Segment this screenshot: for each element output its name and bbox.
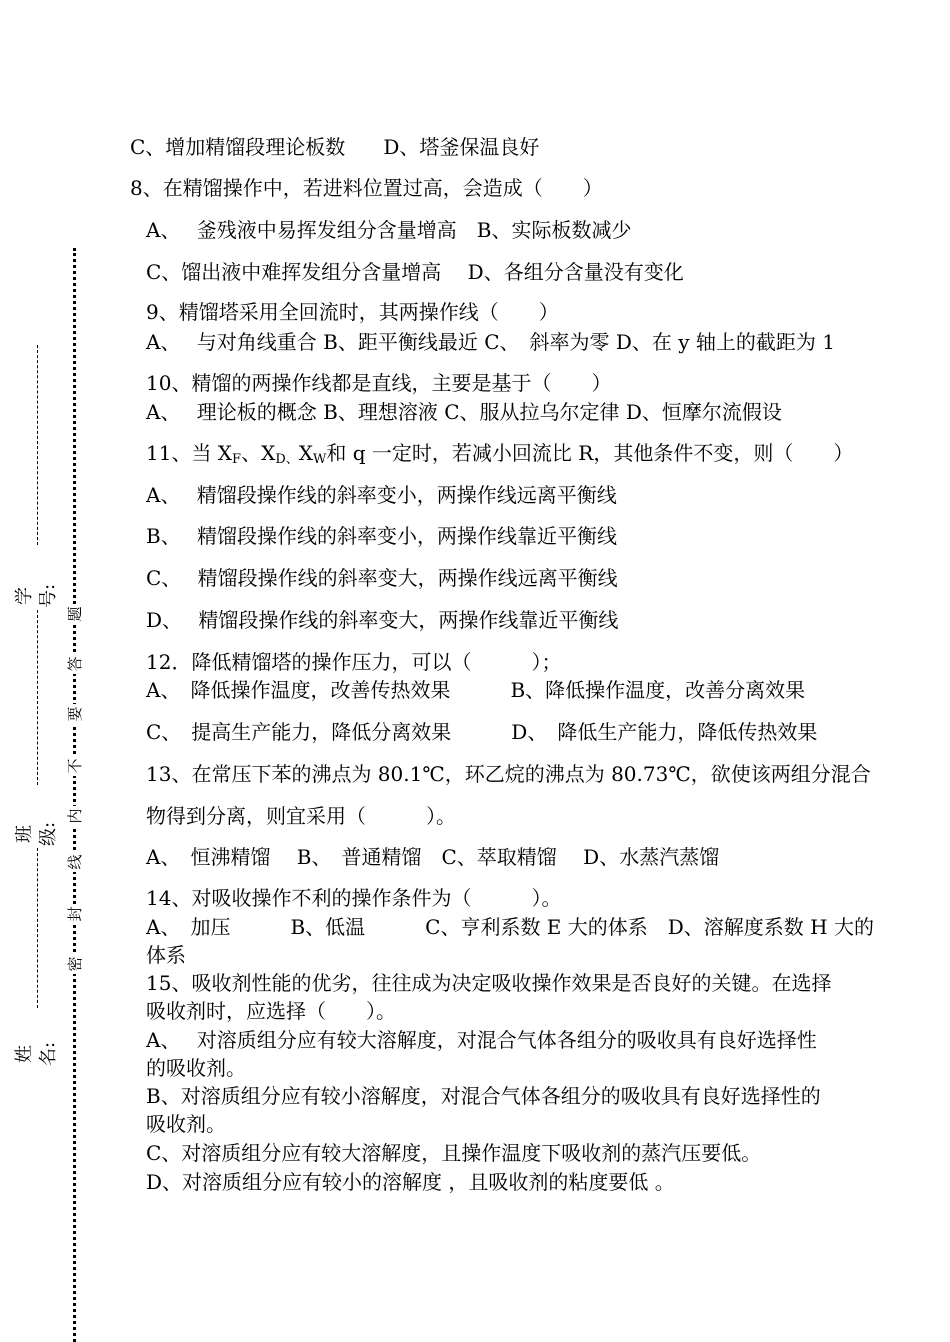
question-8-options-ab: A、 釜残液中易挥发组分含量增高 B、实际板数减少 bbox=[146, 218, 632, 242]
question-8: 8、在精馏操作中，若进料位置过高，会造成（ ） bbox=[130, 176, 603, 200]
question-12: 12．降低精馏塔的操作压力，可以（ ）； bbox=[146, 650, 562, 674]
binding-dotted-line bbox=[73, 248, 76, 1342]
seal-char: 密 bbox=[63, 954, 87, 974]
question-8-options-cd: C、馏出液中难挥发组分含量增高 D、各组分含量没有变化 bbox=[146, 260, 684, 284]
option-line bbox=[130, 135, 539, 159]
question-12-options-cd: C、 提高生产能力，降低分离效果 D、 降低生产能力，降低传热效果 bbox=[146, 720, 818, 744]
seal-char: 要 bbox=[63, 704, 87, 724]
question-11-option-a: A、 精馏段操作线的斜率变小，两操作线远离平衡线 bbox=[146, 483, 617, 507]
question-14: 14、对吸收操作不利的操作条件为（ ）。 bbox=[146, 886, 562, 910]
student-id-label: 学号: bbox=[14, 583, 59, 608]
option-c: C、增加精馏段理论板数 bbox=[130, 135, 346, 159]
question-15-cont: 吸收剂时，应选择（ ）。 bbox=[146, 999, 396, 1023]
question-14-cont: 体系 bbox=[146, 943, 186, 967]
question-11-option-c: C、 精馏段操作线的斜率变大，两操作线远离平衡线 bbox=[146, 566, 618, 590]
question-10: 10、精馏的两操作线都是直线，主要是基于（ ） bbox=[146, 371, 612, 395]
class-label: 班级: bbox=[14, 821, 59, 846]
question-15: 15、吸收剂性能的优劣，往往成为决定吸收操作效果是否良好的关键。在选择 bbox=[146, 971, 832, 995]
question-13-options: A、 恒沸精馏 B、 普通精馏 C、萃取精馏 D、水蒸汽蒸馏 bbox=[146, 845, 720, 869]
question-13-cont: 物得到分离，则宜采用（ ）。 bbox=[146, 804, 456, 828]
question-11-option-d: D、 精馏段操作线的斜率变大，两操作线靠近平衡线 bbox=[146, 608, 619, 632]
seal-char: 不 bbox=[63, 756, 87, 776]
question-11: 11、当 $X_F$、$X_{D、}X_W$和 q 一定时，若减小回流比 R，其他条件不变，则（ ） bbox=[146, 441, 854, 467]
question-9: 9、精馏塔采用全回流时，其两操作线（ ） bbox=[146, 300, 559, 324]
name-label: 姓名: bbox=[14, 1041, 59, 1066]
seal-char: 封 bbox=[63, 904, 87, 924]
question-11-option-b: B、 精馏段操作线的斜率变小，两操作线靠近平衡线 bbox=[146, 524, 618, 548]
question-15-option-b-cont: 吸收剂。 bbox=[146, 1112, 226, 1136]
seal-char: 线 bbox=[63, 852, 87, 872]
class-field-line bbox=[37, 610, 38, 785]
option-d: D、塔釜保温良好 bbox=[383, 135, 540, 159]
question-15-option-a: A、 对溶质组分应有较大溶解度，对混合气体各组分的吸收具有良好选择性 bbox=[146, 1028, 817, 1052]
question-14-options: A、 加压 B、低温 C、亨利系数 E 大的体系 D、溶解度系数 H 大的 bbox=[146, 915, 874, 939]
question-10-options: A、 理论板的概念 B、理想溶液 C、服从拉乌尔定律 D、恒摩尔流假设 bbox=[146, 400, 782, 424]
question-15-option-a-cont: 的吸收剂。 bbox=[146, 1056, 246, 1080]
seal-char: 答 bbox=[63, 654, 87, 674]
name-field-line-top bbox=[37, 848, 38, 1008]
question-15-option-b: B、对溶质组分应有较小溶解度，对混合气体各组分的吸收具有良好选择性的 bbox=[146, 1084, 821, 1108]
question-13: 13、在常压下苯的沸点为 80.1℃，环乙烷的沸点为 80.73℃，欲使该两组分混合 bbox=[146, 762, 871, 786]
seal-char: 内 bbox=[63, 806, 87, 826]
seal-char: 题 bbox=[63, 604, 87, 624]
question-9-options: A、 与对角线重合 B、距平衡线最近 C、 斜率为零 D、在 y 轴上的截距为 1 bbox=[146, 330, 836, 354]
question-15-option-c: C、对溶质组分应有较大溶解度，且操作温度下吸收剂的蒸汽压要低。 bbox=[146, 1141, 762, 1165]
question-12-options-ab: A、 降低操作温度，改善传热效果 B、降低操作温度，改善分离效果 bbox=[146, 678, 806, 702]
question-15-option-d: D、对溶质组分应有较小的溶解度 ，且吸收剂的粘度要低 。 bbox=[146, 1170, 675, 1194]
student-id-field-line bbox=[37, 345, 38, 545]
